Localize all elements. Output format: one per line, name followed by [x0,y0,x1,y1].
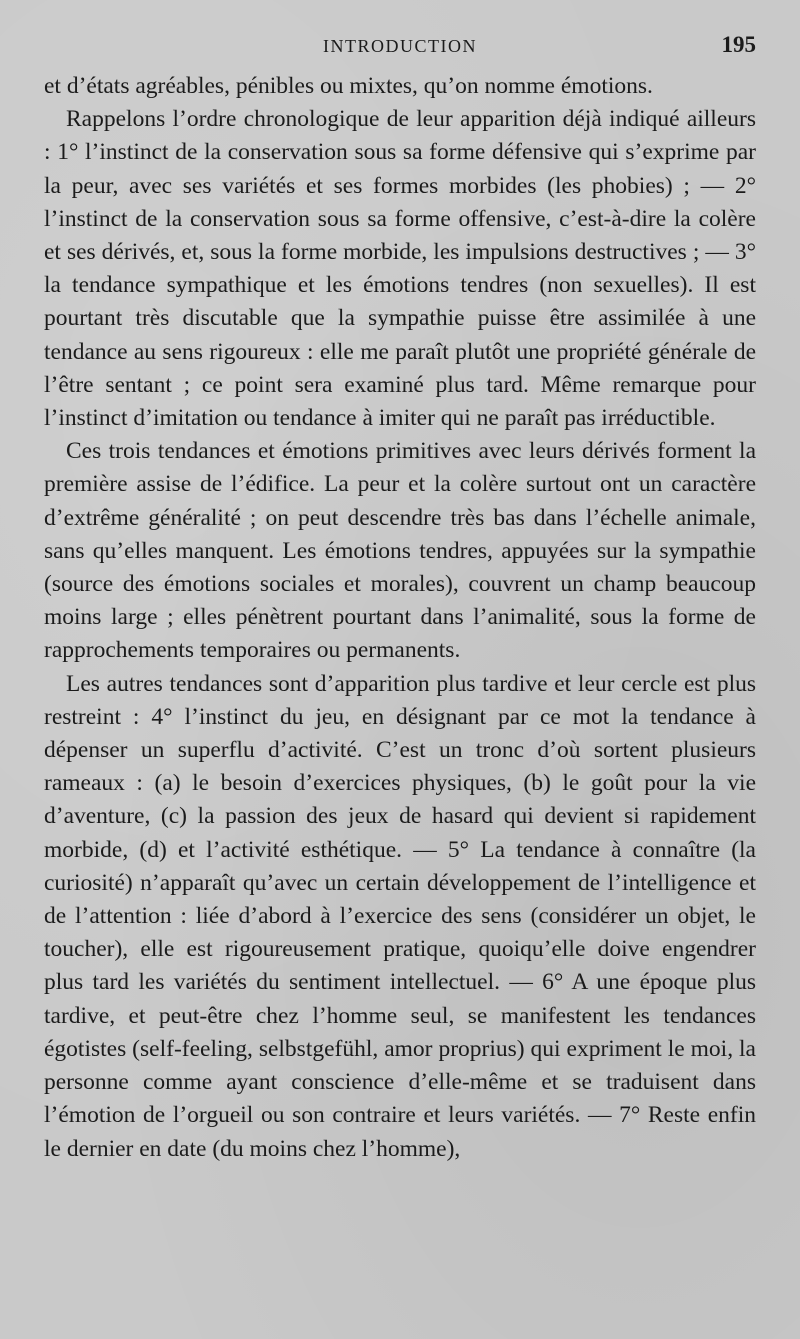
body-text [44,70,756,1166]
paragraph-primitive-tendencies: Ces trois tendances et émotions primitives avec leurs dérivés forment la première assise de l’édifice. La peur et la colère surtout ont un caractère d’extrême généralité ; on peut descendre très bas dans l’échelle animale, sans qu’elles manquent. Les émotions tendres, appuyées sur la sympathie (source des émotions sociales et morales), couvrent un champ beaucoup moins large ; elles pénètrent pourtant dans l’animalité, sous la forme de rapprochements temporaires ou permanents. [44,438,756,664]
paragraph-other-tendencies: Les autres tendances sont d’apparition plus tardive et leur cercle est plus restreint : 4° l’instinct du jeu, en désignant par ce mot la tendance à dépenser un superflu d’activité. C’est un tronc d’où sortent plusieurs rameaux : (a) le besoin d’exercices physiques, (b) le goût pour la vie d’aventure, (c) la passion des jeux de hasard qui devient si rapidement morbide, (d) et l’activité esthétique. — 5° La tendance à connaître (la curiosité) n’apparaît qu’avec un certain développement de l’intelligence et de l’attention : liée d’abord à l’exercice des sens (considérer un objet, le toucher), elle est rigoureusement pratique, quoiqu’elle doive engendrer plus tard les variétés du sentiment intellectuel. — 6° A une époque plus tardive, et peut-être chez l’homme seul, se manifestent les tendances égotistes (self-feeling, selbstgefühl, amor proprius) qui expriment le moi, la personne comme ayant conscience d’elle-même et se traduisent dans l’émotion de l’orgueil ou son contraire et leurs variétés. — 7° Reste enfin le dernier en date (du moins chez l’homme), [44,670,756,1162]
paragraph-chronological-order: Rappelons l’ordre chronologique de leur apparition déjà indiqué ailleurs : 1° l’instinct de la conservation sous sa forme défensive qui s’exprime par la peur, avec ses variétés et ses formes morbides (les phobies) ; — 2° l’instinct de la conservation sous sa forme offensive, c’est-à-dire la colère et ses dérivés, et, sous la forme morbide, les impulsions destructives ; — 3° la tendance sympathique et les émotions tendres (non sexuelles). Il est pourtant très discutable que la sympathie puisse être assimilée à une tendance au sens rigoureux : elle me paraît plutôt une propriété générale de l’être sentant ; ce point sera examiné plus tard. Même remarque pour l’instinct d’imitation ou tendance à imiter qui ne paraît pas irréductible. [44,106,756,432]
paragraph-continuation: et d’états agréables, pénibles ou mixtes, qu’on nomme émotions. [44,73,653,99]
page-number: 195 [721,32,756,57]
running-head: INTRODUCTION [323,36,477,56]
page-header [44,30,756,64]
